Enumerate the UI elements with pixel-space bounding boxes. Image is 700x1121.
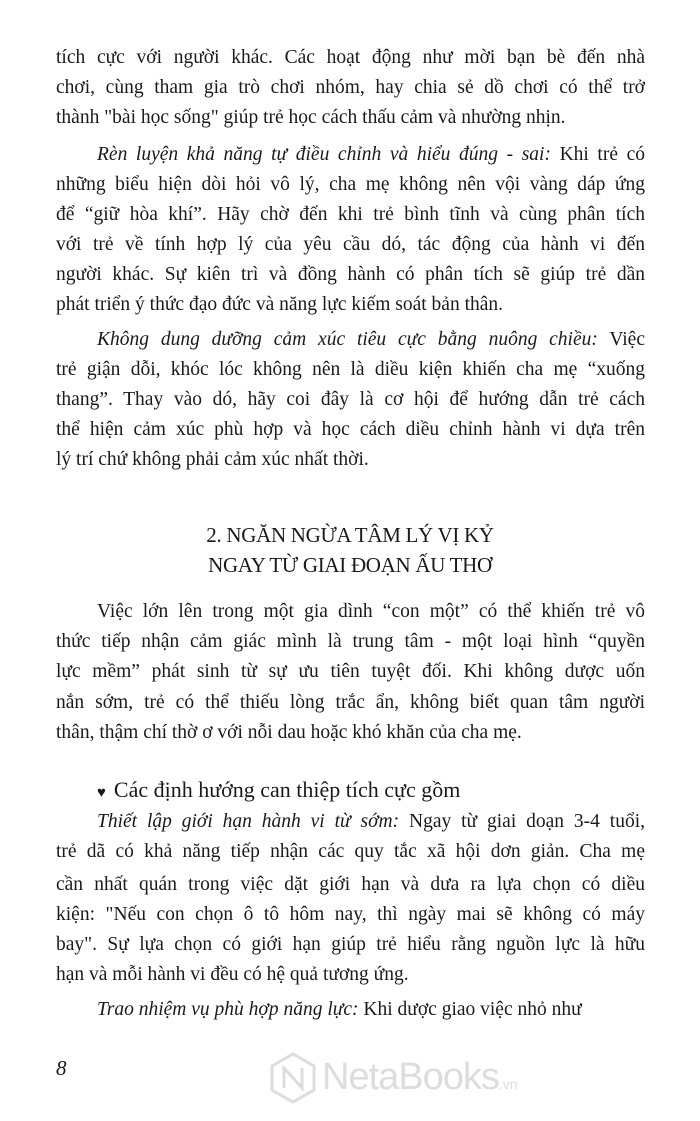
section-heading-line-1: 2. NGĂN NGỪA TÂM LÝ VỊ KỶ <box>206 523 494 547</box>
line-text: bay". Sự lựa chọn có giới hạn giúp trẻ hiểu rằng nguồn lực là hữu <box>56 934 645 955</box>
netabooks-logo-icon <box>270 1052 316 1104</box>
text-line <box>97 143 645 167</box>
line-text: Việc lớn lên trong một gia dình “con một” có thể khiến trẻ vô <box>97 601 645 622</box>
line-text: Ngay từ giai doạn 3-4 tuổi, <box>399 811 645 832</box>
line-text: Khi trẻ có <box>550 144 645 165</box>
bullet-heading-text: Các định hướng can thiệp tích cực gồm <box>113 777 461 802</box>
watermark-text: NetaBooks.vn <box>322 1056 518 1098</box>
text-line <box>97 328 645 352</box>
text-line <box>56 873 645 897</box>
line-text: cần nhất quán trong việc dặt giới hạn và dưa ra lựa chọn có diều <box>56 874 645 895</box>
text-line <box>97 810 645 834</box>
line-text: chơi, cùng tham gia trò chơi nhóm, hay chia sẻ dồ chơi có thể trở <box>56 77 645 98</box>
line-text: Việc <box>597 329 645 350</box>
line-text: để “giữ hòa khí”. Hãy chờ đến khi trẻ bình tĩnh và cùng phân tích <box>56 204 645 225</box>
text-line <box>56 840 645 864</box>
text-line <box>97 600 645 624</box>
line-text: tích cực với người khác. Các hoạt động như mời bạn bè đến nhà <box>56 47 645 68</box>
line-text: thành "bài học sống" giúp trẻ học cách thấu cảm và nhường nhịn. <box>56 107 566 128</box>
line-text: lực mềm” phát sinh từ sự ưu tiên tuyệt đối. Khi không dược uốn <box>56 661 645 682</box>
text-line <box>56 203 645 227</box>
text-line <box>56 630 645 654</box>
italic-lead: Không dung dưỡng cảm xúc tiêu cực bằng nuông chiều: <box>97 329 598 350</box>
text-line <box>56 76 645 100</box>
italic-lead: Trao nhiệm vụ phù hợp năng lực: <box>97 999 359 1020</box>
line-text: hạn và mỗi hành vi đều có hệ quả tương ứng. <box>56 964 409 985</box>
italic-lead: Rèn luyện khả năng tự điều chỉnh và hiểu đúng - sai: <box>97 144 551 165</box>
line-text: trẻ giận dỗi, khóc lóc không nên là diều kiện khiến cha mẹ “xuống <box>56 359 645 380</box>
text-line <box>97 998 645 1022</box>
line-text: với trẻ về tính hợp lý của yêu cầu dó, tác động của hành vi đến <box>56 234 645 255</box>
section-heading-line-2: NGAY TỪ GIAI ĐOẠN ẤU THƠ <box>208 553 492 577</box>
line-text: trẻ dã có khả năng tiếp nhận các quy tắc xã hội dơn giản. Cha mẹ <box>56 841 645 862</box>
line-text: nắn sớm, trẻ có thể thiếu lòng trắc ẩn, không biết quan tâm người <box>56 692 645 713</box>
line-text: phát triển ý thức đạo đức và năng lực kiếm soát bản thân. <box>56 294 504 315</box>
text-line <box>56 660 645 684</box>
page-number: 8 <box>56 1056 67 1080</box>
text-line <box>56 691 645 715</box>
italic-lead: Thiết lập giới hạn hành vi từ sớm: <box>97 811 400 832</box>
line-text: người khác. Sự kiên trì và đồng hành có phân tích sẽ giúp trẻ dần <box>56 264 645 285</box>
text-line <box>56 963 645 987</box>
text-line <box>56 358 645 382</box>
text-line <box>56 388 645 412</box>
text-line <box>56 233 645 257</box>
line-text: thân, thậm chí thờ ơ với nỗi dau hoặc khó khăn của cha mẹ. <box>56 722 522 743</box>
text-line <box>56 448 645 472</box>
watermark <box>270 1050 520 1105</box>
text-line <box>56 46 645 70</box>
text-line <box>56 263 645 287</box>
text-line <box>56 293 645 317</box>
line-text: Khi dược giao việc nhỏ như <box>358 999 582 1020</box>
line-text: thang”. Thay vào dó, hãy coi đây là cơ hội để hướng dẫn trẻ cách <box>56 389 645 410</box>
line-text: thức tiếp nhận cảm giác mình là trung tâm - một loại hình “quyền <box>56 631 645 652</box>
line-text: những biểu hiện dòi hỏi vô lý, cha mẹ không nên vội vàng dáp ứng <box>56 174 645 195</box>
bullet-heading <box>97 776 460 807</box>
text-line <box>56 721 645 745</box>
line-text: kiện: "Nếu con chọn ô tô hôm nay, thì ngày mai sẽ không có máy <box>56 904 645 925</box>
text-line <box>56 903 645 927</box>
heart-icon: ♥ <box>97 785 106 801</box>
text-line <box>56 173 645 197</box>
line-text: thể hiện cảm xúc phù hợp và học cách diều chỉnh hành vi dựa trên <box>56 419 645 440</box>
text-line <box>56 933 645 957</box>
text-line <box>56 418 645 442</box>
line-text: lý trí chứ không phải cảm xúc nhất thời. <box>56 449 369 470</box>
text-line <box>56 106 645 130</box>
